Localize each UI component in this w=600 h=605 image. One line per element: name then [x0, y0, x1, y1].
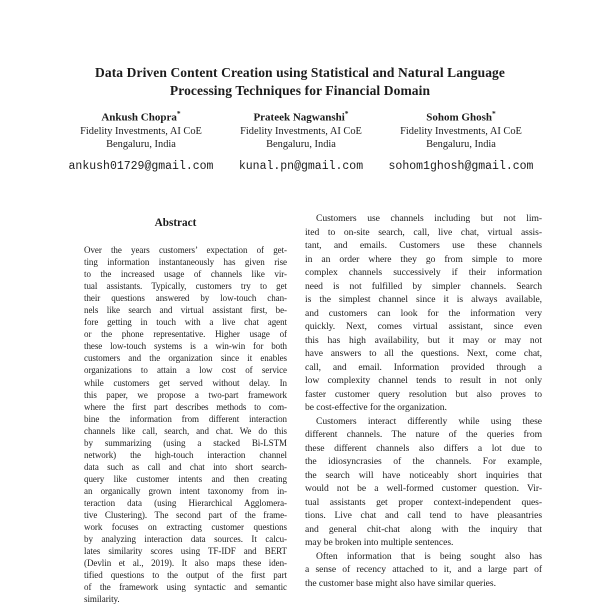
text-line: ting information instantaneously has given rise — [84, 257, 287, 268]
author-block — [61, 107, 541, 173]
text-line: in an order where they go from simple to more — [305, 253, 542, 265]
text-line: tant, and emails. Customers use these channels — [305, 240, 542, 251]
author — [61, 107, 221, 173]
text-line: need is not fulfilled by simpler channels. Search — [305, 280, 542, 292]
text-line: Customers interact differently while using these — [316, 415, 542, 427]
author-email: sohom1ghosh@gmail.com — [388, 159, 534, 173]
author-affiliation: Fidelity Investments, AI CoE — [400, 125, 522, 137]
author-footnote-mark: * — [491, 109, 496, 118]
text-line: an organically grown intent taxonomy from in- — [84, 485, 287, 496]
text-line: different channels. The nature of the queries from — [305, 429, 542, 440]
author-name: Ankush Chopra* — [101, 109, 181, 124]
author-name: Prateek Nagwanshi* — [253, 109, 349, 124]
author-location: Bengaluru, India — [266, 138, 336, 150]
text-line: organizations to attain a low cost of service — [84, 365, 287, 376]
text-line: lates similarity scores using TF-IDF and BERT — [84, 546, 287, 557]
abstract-heading: Abstract — [154, 217, 197, 229]
text-line: nels like search and virtual assistant first, be- — [84, 305, 287, 316]
paper-title — [0, 64, 600, 99]
text-line: tual assistants get proper context-independent ques- — [305, 496, 542, 508]
text-line: (Devlin et al., 2019). It also maps these iden- — [84, 558, 287, 569]
author — [381, 107, 541, 173]
text-line: by summarizing (using a stacked Bi-LSTM — [84, 437, 287, 448]
text-line: the search will have noticeably short inquiries that — [305, 469, 542, 481]
text-line: while customers get served without delay. In — [84, 377, 287, 388]
text-line: and customers can look for the information very — [305, 307, 542, 319]
text-line: to the increased usage of channels like vir- — [84, 269, 287, 280]
author-name: Sohom Ghosh* — [426, 109, 496, 124]
author-location: Bengaluru, India — [426, 138, 496, 150]
text-line: query like customer intents and then creating — [84, 473, 287, 484]
author-affiliation: Fidelity Investments, AI CoE — [240, 125, 362, 137]
text-line: ited to on-site search, call, live chat, virtual assis- — [305, 226, 542, 238]
text-line: these different channels also differs a lot due to — [305, 442, 542, 454]
text-line: their questions answered by low-touch chan- — [84, 293, 287, 304]
text-line: a sense of recency attached to it, and a large part of — [305, 564, 542, 575]
text-line: data such as call and chat into short search- — [84, 461, 287, 472]
text-line: tual assistants. Typically, customers try to get — [84, 281, 287, 292]
author-footnote-mark: * — [176, 109, 181, 118]
abstract-body — [84, 244, 287, 605]
text-line: where the first part describes methods to com- — [84, 401, 287, 412]
text-line: low complexity channel tends to result in not only — [305, 375, 542, 386]
text-line: and general chit-chat along with the inquiry that — [305, 523, 542, 535]
text-line: complex channels successively if their information — [305, 267, 542, 278]
text-line: customers and the organization since it enables — [84, 353, 287, 364]
title-line: Data Driven Content Creation using Statistical and Natural Language — [95, 65, 505, 81]
text-line: have answers to all the questions. Next, come chat, — [305, 348, 542, 359]
text-line: these low-touch systems is a win-win for both — [84, 341, 287, 352]
text-line: be cost-effective for the organization. — [305, 402, 447, 413]
text-line: tified questions to the output of the first part — [84, 570, 287, 581]
text-line: call, and email. Information provided through a — [305, 361, 542, 373]
text-line: tions. Live chat and call tend to have pleasantries — [305, 510, 542, 521]
left-column — [63, 212, 288, 605]
author — [221, 107, 381, 173]
text-line: this has high availability, but it may or may not — [305, 334, 542, 346]
title-line: Processing Techniques for Financial Domain — [169, 82, 431, 98]
text-line: fore getting in touch with a live chat agent — [84, 317, 287, 328]
text-line: work focuses on extracting customer questions — [84, 522, 287, 533]
text-line: may be broken into multiple sentences. — [305, 537, 454, 548]
right-column — [305, 212, 542, 590]
author-location: Bengaluru, India — [106, 138, 176, 150]
text-line: similarity. — [84, 594, 120, 605]
author-affiliation: Fidelity Investments, AI CoE — [80, 125, 202, 137]
text-line: teraction data (using Hierarchical Agglomera- — [84, 497, 287, 508]
text-line: faster customer query resolution but also proves to — [305, 388, 542, 400]
text-line: by analyzing interaction data sources. It calcu- — [84, 534, 287, 545]
text-line: Over the years customers’ expectation of get- — [84, 245, 287, 255]
text-line: tive Clustering). The second part of the frame- — [84, 510, 287, 521]
text-line: Often information that is being sought also has — [316, 550, 542, 562]
text-line: the idiosyncrasies of the channels. For example, — [305, 456, 542, 467]
text-line: or the phone representative. Higher usage of — [84, 329, 287, 340]
text-line: bine the information from different interaction — [84, 413, 287, 424]
text-line: this paper, we propose a two-part framework — [84, 389, 287, 400]
text-line: the customer base might also have similar queries. — [305, 577, 496, 589]
author-footnote-mark: * — [344, 109, 349, 118]
text-line: channels like call, search, and chat. We do this — [84, 425, 287, 436]
text-line: of the framework using syntactic and semantic — [84, 582, 287, 593]
text-line: would not be a well-formed customer question. Vir- — [305, 483, 542, 494]
text-line: quickly. Next, comes virtual assistant, since even — [305, 321, 542, 332]
author-email: kunal.pn@gmail.com — [238, 159, 364, 173]
text-line: is the simplest channel since it is always available, — [305, 294, 542, 305]
text-line: network) the high-touch interaction channel — [84, 449, 287, 460]
author-email: ankush01729@gmail.com — [68, 159, 214, 173]
text-line: Customers use channels including but not lim- — [316, 213, 542, 224]
